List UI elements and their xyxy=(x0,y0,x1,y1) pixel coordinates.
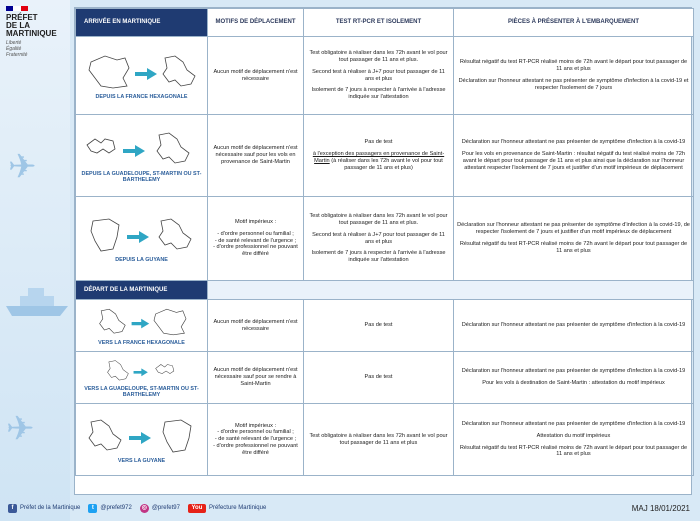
ship-icon xyxy=(2,282,72,318)
pieces-cell: Déclaration sur l'honneur attestant ne pas présenter de symptôme d'infection à la covid-19 Pour les vols en provenance de Saint-Martin : résultat négatif du test réalisé moins de 72h avant le départ pour tout passager de 11 ans et plus ainsi que la déclaration sur l'honneur attestant respecter l'isolement de 7 jours et justifier d'un motif impérieux de déplacement xyxy=(454,115,694,197)
logo-line3: MARTINIQUE xyxy=(6,29,57,38)
twitter-link[interactable]: t @prefet972 xyxy=(88,504,131,513)
youtube-link[interactable]: You Préfecture Martinique xyxy=(188,504,266,513)
martinique-to-guyane-map-icon xyxy=(83,416,201,456)
pieces-cell: Déclaration sur l'honneur attestant ne pas présenter de symptôme d'infection à la covid-19 xyxy=(454,300,694,352)
motif-cell: Aucun motif de déplacement n'est nécessaire xyxy=(208,300,304,352)
table-row xyxy=(76,352,694,404)
departure-header: DÉPART DE LA MARTINIQUE xyxy=(76,281,208,300)
guyane-to-martinique-map-icon xyxy=(83,215,201,255)
table-row xyxy=(76,115,694,197)
facebook-icon: f xyxy=(8,504,17,513)
table-row xyxy=(76,197,694,281)
departure-section-row xyxy=(76,281,694,300)
table-row xyxy=(76,404,694,476)
test-cell: Test obligatoire à réaliser dans les 72h avant le vol pour tout passager de 11 ans et plus xyxy=(304,404,454,476)
logo-motto: Liberté Égalité Fraternité xyxy=(6,40,28,58)
header-row xyxy=(76,9,694,37)
route-map-cell xyxy=(76,404,208,476)
logo-line2: DE LA xyxy=(6,21,30,30)
route-map-cell xyxy=(76,352,208,404)
test-cell: Test obligatoire à réaliser dans les 72h avant le vol pour tout passager de 11 ans et plus. Second test à réaliser à J+7 pour tout passager de 11 ans et plus Isolement de 7 jours à respecter à l'arrivée à l'adresse indiquée sur l'attestation xyxy=(304,37,454,115)
route-caption: DEPUIS LA FRANCE HEXAGONALE xyxy=(95,93,188,100)
test-cell: Test obligatoire à réaliser dans les 72h avant le vol pour tout passager de 11 ans et plus. Second test à réaliser à J+7 pour tout passager de 11 ans et plus Isolement de 7 jours à respecter à l'arrivée à l'adresse indiquée sur l'attestation xyxy=(304,197,454,281)
test-header: TEST RT-PCR ET ISOLEMENT xyxy=(304,9,454,37)
table-row xyxy=(76,300,694,352)
facebook-link[interactable]: f Préfet de la Martinique xyxy=(8,504,80,513)
french-flag-icon xyxy=(6,6,28,11)
pieces-header: PIÈCES À PRÉSENTER À L'EMBARQUEMENT xyxy=(454,9,694,37)
pieces-cell: Déclaration sur l'honneur attestant ne pas présenter de symptôme d'infection à la covid-19, de respecter l'isolement de 7 jours et justifier d'un motif impérieux de déplacement Résultat négatif du test RT-PCR réalisé moins de 72h avant le départ pour tout passager de 11 ans et plus xyxy=(454,197,694,281)
motif-cell: Aucun motif de déplacement n'est nécessaire xyxy=(208,37,304,115)
motif-cell: Aucun motif de déplacement n'est nécessaire sauf pour les vols en provenance de Saint-Martin xyxy=(208,115,304,197)
table-row xyxy=(76,37,694,115)
route-caption: DEPUIS LA GUYANE xyxy=(115,256,168,263)
instagram-link[interactable]: ◎ @prefet97 xyxy=(141,504,180,511)
route-map-cell xyxy=(76,115,208,197)
motif-cell: Aucun motif de déplacement n'est nécessaire sauf pour se rendre à Saint-Martin xyxy=(208,352,304,404)
airplane-icon-bottom: ✈ xyxy=(6,410,35,448)
pieces-cell: Déclaration sur l'honneur attestant ne pas présenter de symptôme d'infection à la covid-19 Pour les vols à destination de Saint-Martin : attestation du motif impérieux xyxy=(454,352,694,404)
route-caption: VERS LA GUYANE xyxy=(117,457,166,464)
antilles-to-martinique-map-icon xyxy=(83,129,201,169)
pieces-cell: Déclaration sur l'honneur attestant ne pas présenter de symptôme d'infection à la covid-19 Attestation du motif impérieux Résultat négatif du test RT-PCR réalisé moins de 72h avant le départ pour tout passager de 11 ans et plus xyxy=(454,404,694,476)
test-cell: Pas de test xyxy=(304,352,454,404)
saint-martin-exception: à l'exception des passagers en provenance de Saint-Martin xyxy=(312,151,445,164)
arrival-header: ARRIVÉE EN MARTINIQUE xyxy=(76,9,208,37)
twitter-icon: t xyxy=(88,504,97,513)
martinique-to-antilles-map-icon xyxy=(83,358,201,384)
france-to-martinique-map-icon xyxy=(83,52,201,92)
motifs-header: MOTIFS DE DÉPLACEMENT xyxy=(208,9,304,37)
instagram-icon: ◎ xyxy=(141,504,147,511)
martinique-to-france-map-icon xyxy=(83,306,201,338)
update-date: MAJ 18/01/2021 xyxy=(631,503,690,513)
test-cell: Pas de test xyxy=(304,300,454,352)
route-map-cell xyxy=(76,37,208,115)
route-map-cell xyxy=(76,197,208,281)
prefet-logo xyxy=(6,6,64,58)
footer xyxy=(8,500,694,516)
logo-line1: PRÉFET xyxy=(6,13,38,22)
route-caption: VERS LA FRANCE HEXAGONALE xyxy=(98,339,185,346)
pieces-cell: Résultat négatif du test RT-PCR réalisé moins de 72h avant le départ pour tout passager de 11 ans et plus Déclaration sur l'honneur attestant ne pas présenter de symptôme d'infection à la covid-19 et respecter l'isolement de 7 jours xyxy=(454,37,694,115)
youtube-icon: You xyxy=(188,504,206,513)
airplane-icon: ✈ xyxy=(8,148,37,186)
test-cell: Pas de test à l'exception des passagers en provenance de Saint-Martin (à réaliser dans les 72h avant le vol pour tout passager de 11 ans et plus) xyxy=(304,115,454,197)
section-spacer xyxy=(208,281,694,300)
travel-rules-table xyxy=(74,7,692,495)
route-caption: VERS LA GUADELOUPE, ST-MARTIN OU ST-BARTHELEMY xyxy=(84,385,199,398)
motif-cell: Motif impérieux : - d'ordre personnel ou familial ; - de santé relevant de l'urgence ; - d'ordre professionnel ne pouvant être différé xyxy=(208,404,304,476)
route-caption: DEPUIS LA GUADELOUPE, ST-MARTIN OU ST-BARTHELEMY xyxy=(81,170,202,183)
route-map-cell xyxy=(76,300,208,352)
motif-cell: Motif impérieux : - d'ordre personnel ou familial ; - de santé relevant de l'urgence ; - d'ordre professionnel ne pouvant être différé xyxy=(208,197,304,281)
